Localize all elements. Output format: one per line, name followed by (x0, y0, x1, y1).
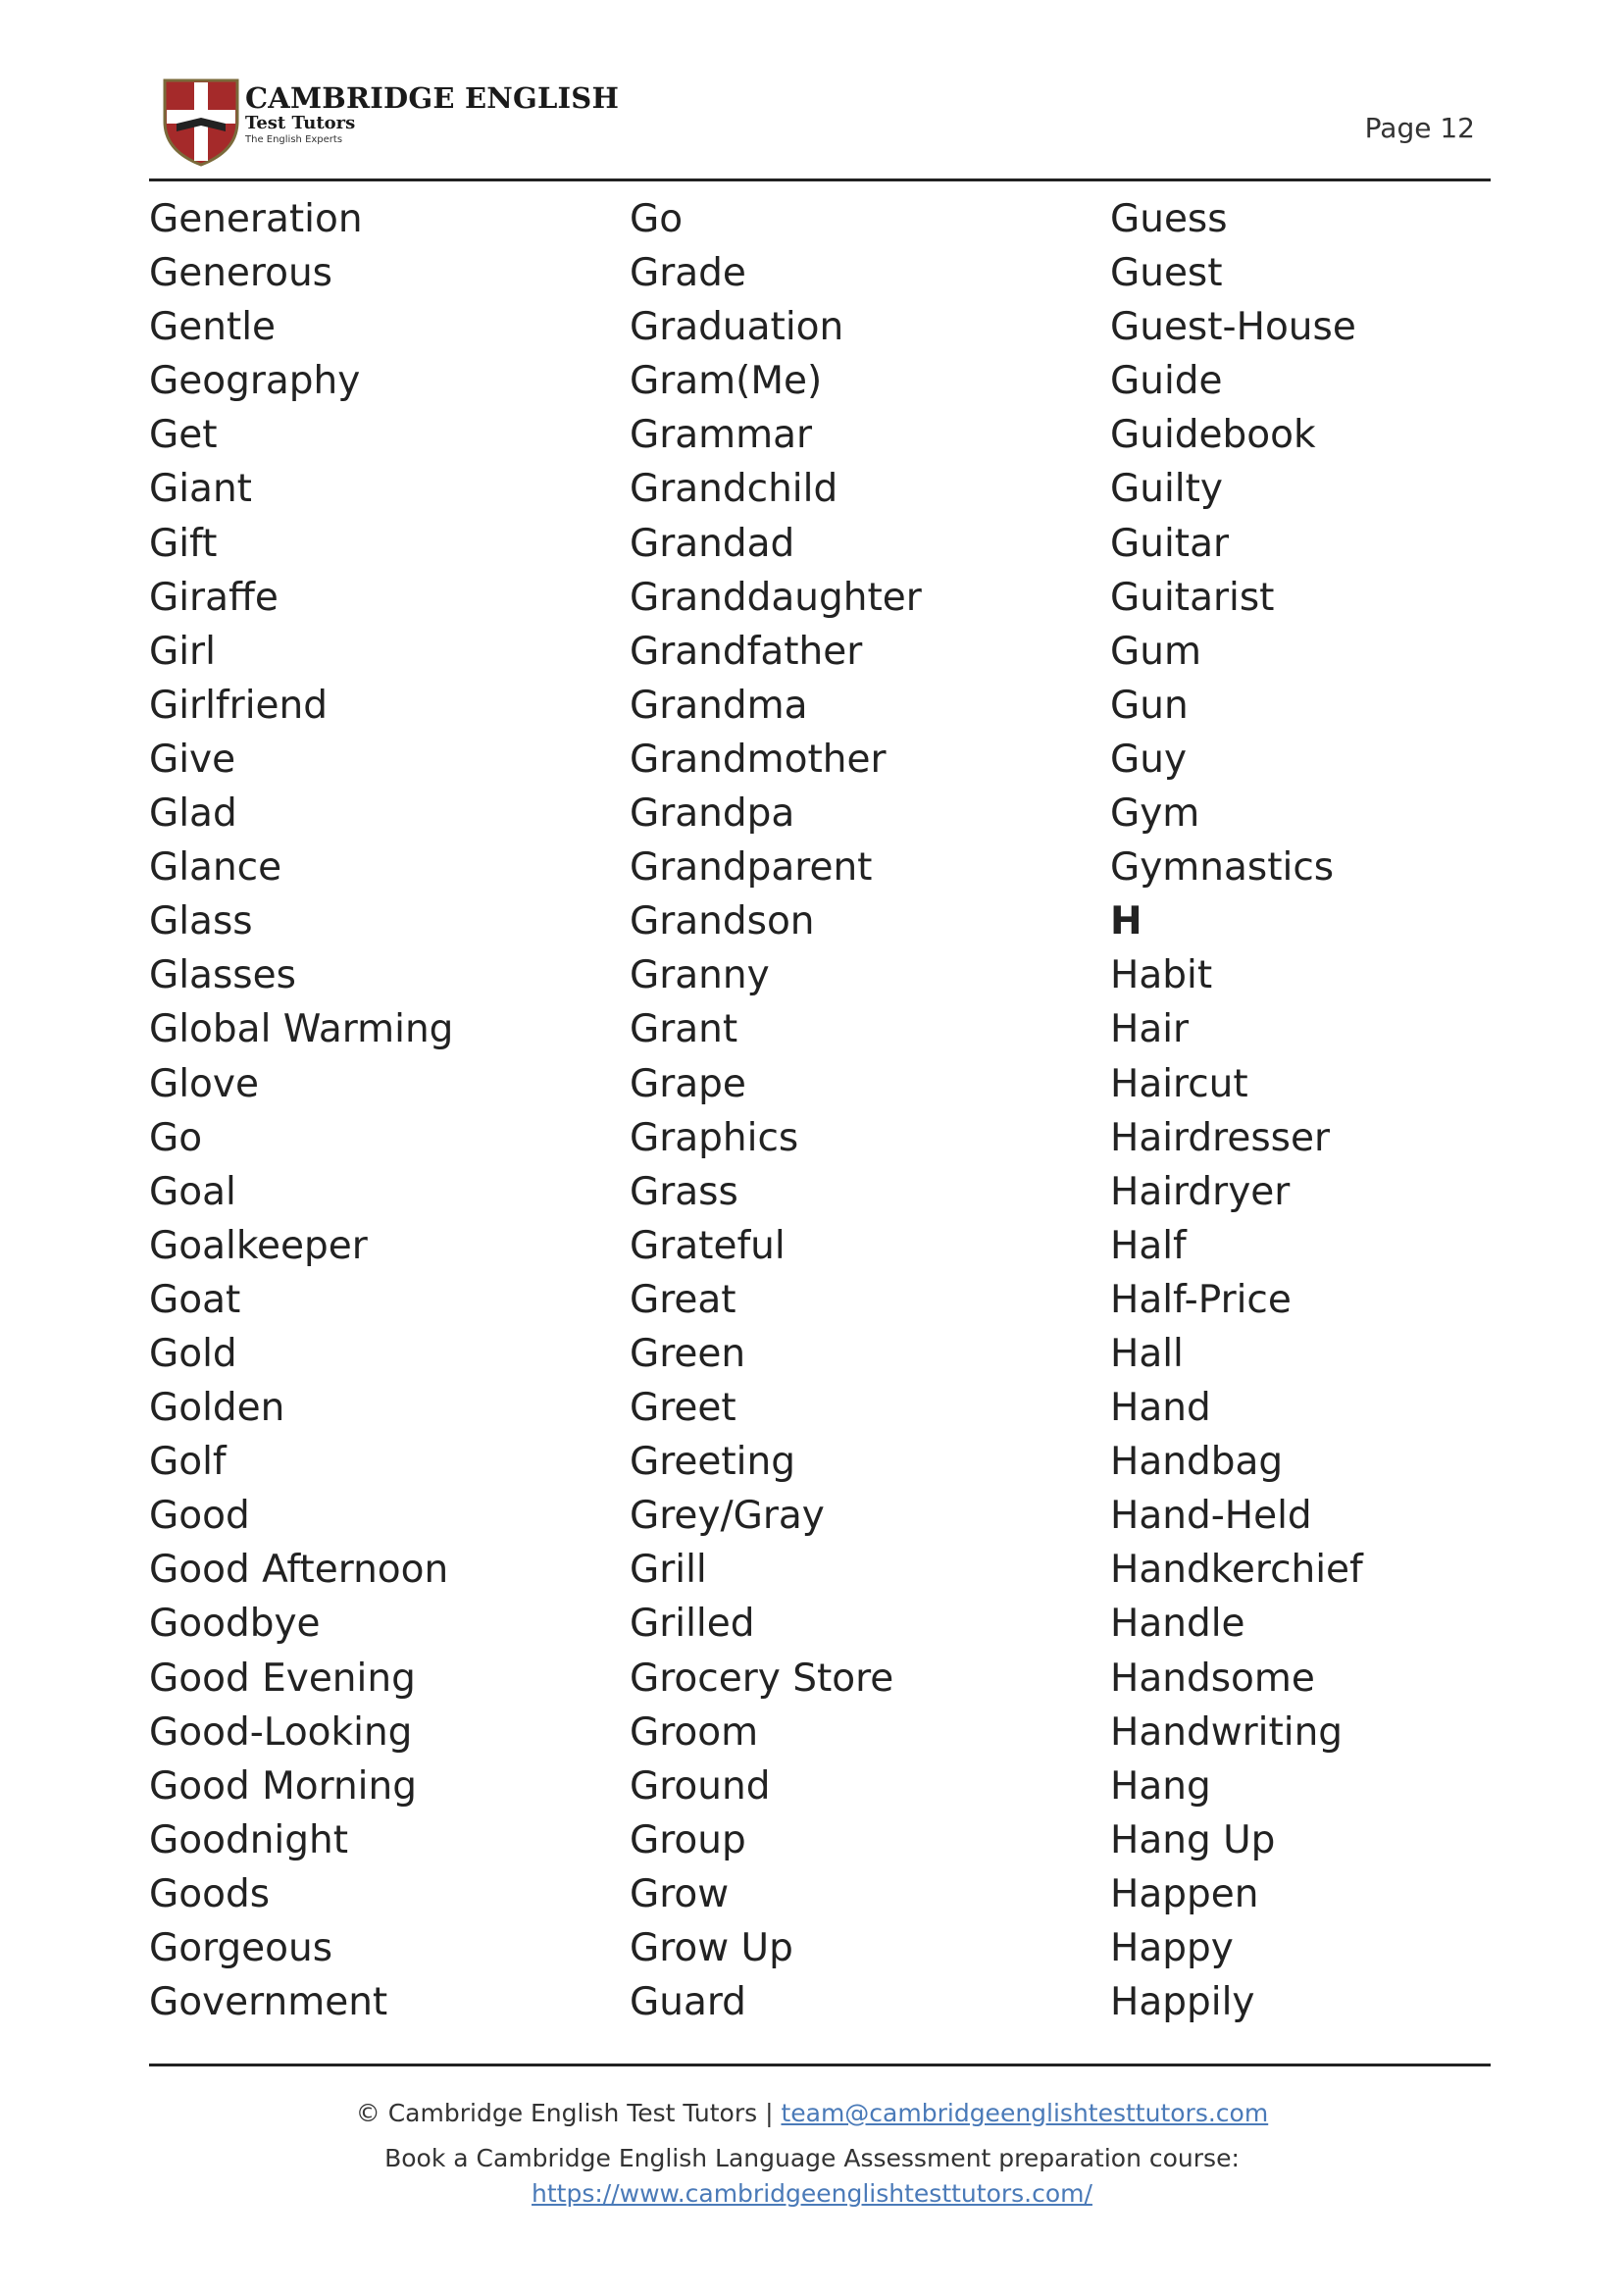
footer-divider (149, 2064, 1491, 2066)
word-item: Guy (1110, 737, 1188, 782)
word-item: Goal (149, 1169, 236, 1214)
word-item: Grill (630, 1548, 707, 1593)
word-item: Grandmother (630, 737, 887, 782)
word-item: Handle (1110, 1602, 1245, 1647)
word-item: Guilty (1110, 467, 1223, 512)
word-item: Hall (1110, 1331, 1184, 1376)
word-item: Hand (1110, 1386, 1211, 1431)
word-item: Handwriting (1110, 1709, 1344, 1755)
word-item: Go (149, 1115, 203, 1160)
brand-name: CAMBRIDGE ENGLISH (245, 81, 620, 115)
word-item: Guidebook (1110, 413, 1316, 458)
word-item: Great (630, 1277, 736, 1322)
footer-copyright-line (0, 2099, 1624, 2127)
page-number: Page 12 (1364, 112, 1475, 144)
word-column-2 (630, 192, 922, 2029)
word-item: Hand-Held (1110, 1494, 1312, 1539)
word-item: Hair (1110, 1007, 1190, 1052)
word-item: Get (149, 413, 218, 458)
word-item: Gun (1110, 683, 1189, 728)
word-item: Goat (149, 1277, 241, 1322)
word-item: Grandson (630, 899, 815, 944)
word-item: Guess (1110, 197, 1228, 241)
word-item: Gram(Me) (630, 359, 823, 404)
word-item: Graphics (630, 1115, 799, 1160)
word-item: Hairdresser (1110, 1115, 1331, 1160)
footer-email-link[interactable]: team@cambridgeenglishtesttutors.com (781, 2099, 1269, 2127)
word-item: Grandfather (630, 629, 863, 674)
word-item: Grey/Gray (630, 1494, 825, 1539)
footer-copyright: © Cambridge English Test Tutors | (355, 2099, 782, 2127)
word-item: Good (149, 1494, 250, 1539)
word-item: Grandpa (630, 791, 795, 837)
word-item: Generous (149, 251, 333, 296)
word-item: Guitarist (1110, 575, 1275, 620)
word-item: Golf (149, 1440, 227, 1485)
word-item: Grass (630, 1169, 738, 1214)
word-item: Guitar (1110, 521, 1229, 566)
brand-block (245, 82, 619, 146)
word-item: Grandma (630, 683, 808, 728)
word-item: Granddaughter (630, 575, 922, 620)
word-item: Goodbye (149, 1602, 321, 1647)
word-item: Hang Up (1110, 1817, 1276, 1862)
word-column-3 (1110, 192, 1363, 2029)
word-item: Happily (1110, 1980, 1255, 2025)
shield-logo-icon (159, 75, 243, 169)
word-item: Gold (149, 1331, 237, 1376)
word-item: Grateful (630, 1223, 786, 1268)
word-item: Gymnastics (1110, 845, 1335, 891)
word-item: Grammar (630, 413, 813, 458)
word-item: Group (630, 1817, 746, 1862)
word-item: Goalkeeper (149, 1223, 368, 1268)
word-item: Grow (630, 1871, 730, 1916)
word-item: Happy (1110, 1926, 1234, 1970)
word-item: Grant (630, 1007, 738, 1052)
word-item: Giraffe (149, 575, 279, 620)
brand-subtitle: Test Tutors (245, 113, 356, 133)
word-item: Guard (630, 1980, 746, 2025)
word-item: Government (149, 1980, 388, 2025)
word-item: Gym (1110, 791, 1200, 837)
word-item: Glad (149, 791, 237, 837)
word-item: Golden (149, 1386, 285, 1431)
word-item: Handkerchief (1110, 1548, 1363, 1593)
word-item: Glance (149, 845, 282, 891)
word-item: Ground (630, 1763, 771, 1809)
word-item: Go (630, 197, 684, 241)
word-item: Gorgeous (149, 1926, 333, 1970)
word-item: Granny (630, 953, 770, 998)
word-item: Grow Up (630, 1926, 793, 1970)
word-item: Generation (149, 197, 363, 241)
word-item: Girlfriend (149, 683, 328, 728)
word-item: Grilled (630, 1602, 755, 1647)
word-item: Half (1110, 1223, 1187, 1268)
word-item: Hang (1110, 1763, 1211, 1809)
page-header (149, 75, 1491, 181)
word-item: Glass (149, 899, 253, 944)
word-item: Habit (1110, 953, 1213, 998)
word-item: Good Afternoon (149, 1548, 449, 1593)
word-item: Good Morning (149, 1763, 417, 1809)
word-item: Girl (149, 629, 216, 674)
word-item: Guide (1110, 359, 1223, 404)
word-item: Gum (1110, 629, 1201, 674)
word-item: Grandad (630, 521, 795, 566)
word-item: Guest-House (1110, 305, 1356, 350)
word-item: Geography (149, 359, 361, 404)
word-item: Green (630, 1331, 746, 1376)
word-item: Grandparent (630, 845, 873, 891)
word-item: Good Evening (149, 1656, 416, 1701)
word-item: Good-Looking (149, 1709, 413, 1755)
footer-book-text: Book a Cambridge English Language Assessment preparation course: (384, 2144, 1240, 2172)
word-item: Hairdryer (1110, 1169, 1291, 1214)
word-item: Goods (149, 1871, 271, 1916)
word-item: Groom (630, 1709, 759, 1755)
word-item: Give (149, 737, 236, 782)
word-column-1 (149, 192, 453, 2029)
section-heading: H (1110, 899, 1142, 944)
word-item: Guest (1110, 251, 1223, 296)
word-item: Global Warming (149, 1007, 454, 1052)
word-item: Happen (1110, 1871, 1259, 1916)
word-item: Gentle (149, 305, 277, 350)
word-item: Handsome (1110, 1656, 1315, 1701)
word-item: Grandchild (630, 467, 838, 512)
footer-url-link[interactable]: https://www.cambridgeenglishtesttutors.com/ (532, 2179, 1092, 2208)
word-item: Goodnight (149, 1817, 349, 1862)
word-item: Greet (630, 1386, 736, 1431)
word-item: Grade (630, 251, 746, 296)
word-item: Graduation (630, 305, 844, 350)
word-item: Grape (630, 1061, 746, 1106)
brand-tagline: The English Experts (245, 134, 343, 145)
word-item: Glasses (149, 953, 296, 998)
word-item: Haircut (1110, 1061, 1248, 1106)
word-item: Half-Price (1110, 1277, 1292, 1322)
word-item: Grocery Store (630, 1656, 894, 1701)
footer-url-line (0, 2179, 1624, 2208)
word-item: Glove (149, 1061, 259, 1106)
word-item: Giant (149, 467, 252, 512)
word-item: Handbag (1110, 1440, 1284, 1485)
word-item: Gift (149, 521, 218, 566)
word-item: Greeting (630, 1440, 795, 1485)
